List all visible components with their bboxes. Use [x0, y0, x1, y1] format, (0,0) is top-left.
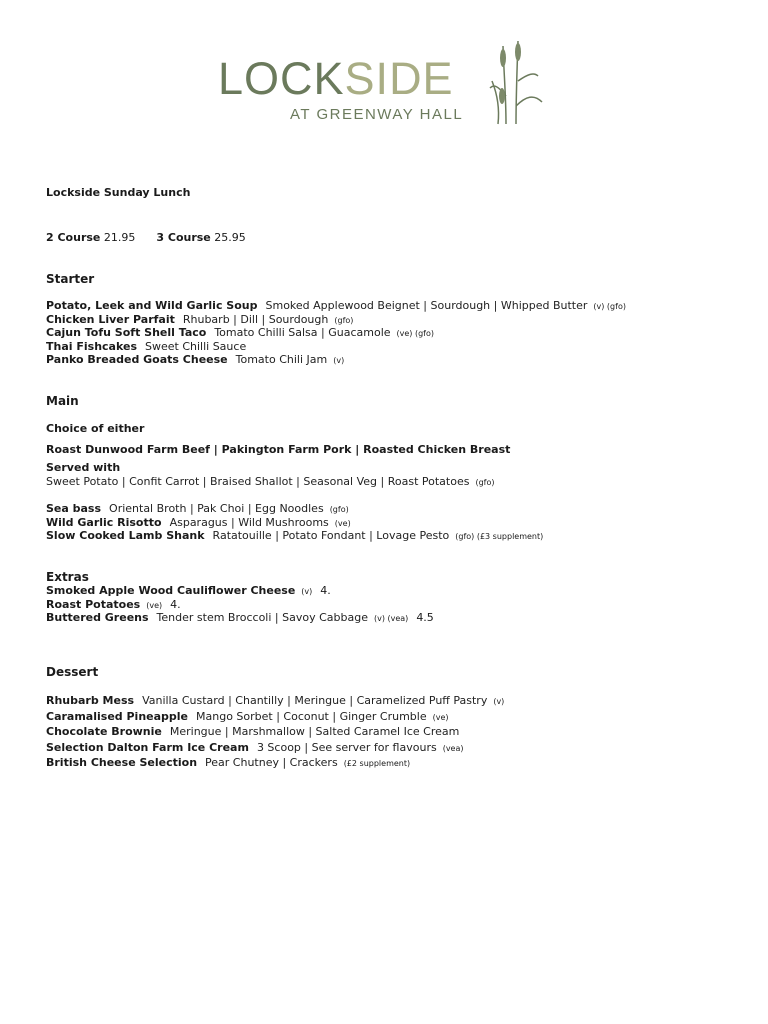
- menu-item-description: Oriental Broth | Pak Choi | Egg Noodles: [109, 502, 324, 515]
- three-course-price: 25.95: [214, 231, 246, 244]
- menu-item-description: Tomato Chilli Salsa | Guacamole: [214, 326, 391, 339]
- menu-item-description: Ratatouille | Potato Fondant | Lovage Pesto: [212, 529, 450, 542]
- menu-item-description: Vanilla Custard | Chantilly | Meringue | Caramelized Puff Pastry: [142, 694, 488, 707]
- dietary-tags: (gfo) (£3 supplement): [455, 532, 544, 541]
- menu-item-price: 4.: [170, 597, 181, 611]
- main-choice-label: Choice of either: [46, 422, 145, 435]
- menu-item: [46, 516, 351, 530]
- reed-icon: [486, 36, 546, 126]
- restaurant-logo: [218, 36, 548, 126]
- dietary-tags: (ve) (gfo): [396, 329, 435, 338]
- served-with-items: Sweet Potato | Confit Carrot | Braised Shallot | Seasonal Veg | Roast Potatoes (gfo): [46, 475, 495, 488]
- menu-item-description: Meringue | Marshmallow | Salted Caramel Ice Cream: [169, 725, 460, 738]
- logo-word-lock: LOCK: [218, 53, 345, 104]
- dietary-tags: (vea): [442, 743, 464, 753]
- menu-item: [46, 725, 459, 739]
- three-course-label: 3 Course: [156, 231, 211, 244]
- menu-item-name: Chicken Liver Parfait: [46, 312, 175, 326]
- main-heading: Main: [46, 394, 79, 408]
- menu-item-price: 4.: [320, 584, 331, 597]
- menu-item-name: Potato, Leek and Wild Garlic Soup: [46, 299, 258, 312]
- logo-word-side: SIDE: [344, 53, 454, 104]
- menu-item-name: Roast Potatoes: [46, 597, 141, 611]
- menu-item: [46, 326, 434, 340]
- menu-item-name: Sea bass: [46, 502, 102, 515]
- menu-item-name: British Cheese Selection: [46, 756, 198, 769]
- menu-item: [46, 584, 331, 598]
- extras-heading: Extras: [46, 570, 89, 584]
- menu-item-name: Caramalised Pineapple: [46, 709, 189, 723]
- menu-item: [46, 529, 543, 543]
- logo-subtitle: AT GREENWAY HALL: [290, 106, 464, 123]
- dietary-tags: (v): [301, 587, 313, 596]
- menu-item-name: Smoked Apple Wood Cauliflower Cheese: [46, 584, 296, 597]
- menu-item: [46, 353, 344, 367]
- course-prices: [46, 231, 246, 245]
- menu-item-name: Wild Garlic Risotto: [46, 515, 162, 529]
- starter-heading: Starter: [46, 272, 95, 286]
- dietary-tags: (gfo): [334, 315, 354, 325]
- dietary-tags: (£2 supplement): [343, 759, 411, 768]
- menu-item-description: 3 Scoop | See server for flavours: [256, 740, 437, 754]
- two-course-price: 21.95: [103, 231, 136, 244]
- dietary-tags: (v): [493, 697, 505, 706]
- menu-title: Lockside Sunday Lunch: [46, 186, 191, 199]
- menu-item: [46, 611, 434, 625]
- dietary-tags: (gfo): [329, 505, 349, 514]
- served-with-label: Served with: [46, 461, 121, 474]
- menu-item-name: Buttered Greens: [46, 611, 149, 624]
- menu-item-description: Mango Sorbet | Coconut | Ginger Crumble: [196, 709, 427, 723]
- two-course-label: 2 Course: [46, 231, 101, 244]
- menu-item-description: Rhubarb | Dill | Sourdough: [182, 312, 329, 326]
- menu-item-description: Tomato Chili Jam: [235, 353, 328, 366]
- menu-item-price: 4.5: [416, 611, 434, 624]
- menu-item-name: Selection Dalton Farm Ice Cream: [46, 740, 249, 754]
- menu-item-description: Tender stem Broccoli | Savoy Cabbage: [156, 611, 368, 624]
- menu-item-name: Thai Fishcakes: [46, 339, 137, 353]
- menu-item-name: Cajun Tofu Soft Shell Taco: [46, 326, 207, 339]
- menu-item-description: Pear Chutney | Crackers: [205, 756, 338, 769]
- menu-item-name: Panko Breaded Goats Cheese: [46, 353, 228, 366]
- menu-item: [46, 694, 504, 708]
- menu-item-description: Sweet Chilli Sauce: [145, 339, 247, 353]
- menu-item-name: Rhubarb Mess: [46, 694, 135, 707]
- menu-item-description: Smoked Applewood Beignet | Sourdough | Whipped Butter: [265, 299, 588, 312]
- menu-item: [46, 598, 181, 612]
- menu-item: [46, 710, 449, 724]
- menu-item: [46, 756, 410, 770]
- menu-item: [46, 741, 464, 755]
- logo-wordmark: [218, 53, 454, 104]
- menu-item-name: Chocolate Brownie: [46, 725, 162, 738]
- dessert-heading: Dessert: [46, 665, 99, 679]
- dietary-tags: (ve): [146, 600, 163, 610]
- menu-item: [46, 340, 246, 354]
- menu-item: [46, 299, 626, 313]
- dietary-tags: (ve): [432, 712, 449, 722]
- dietary-tags: (v): [333, 356, 345, 365]
- dietary-tags: (v) (vea): [373, 614, 409, 623]
- main-roasts: Roast Dunwood Farm Beef | Pakington Farm Pork | Roasted Chicken Breast: [46, 443, 511, 456]
- menu-item: [46, 313, 353, 327]
- dietary-tags: (v) (gfo): [593, 302, 626, 311]
- menu-item-name: Slow Cooked Lamb Shank: [46, 529, 205, 542]
- dietary-tags: (ve): [334, 518, 351, 528]
- menu-item-description: Asparagus | Wild Mushrooms: [169, 515, 329, 529]
- menu-item: [46, 502, 349, 516]
